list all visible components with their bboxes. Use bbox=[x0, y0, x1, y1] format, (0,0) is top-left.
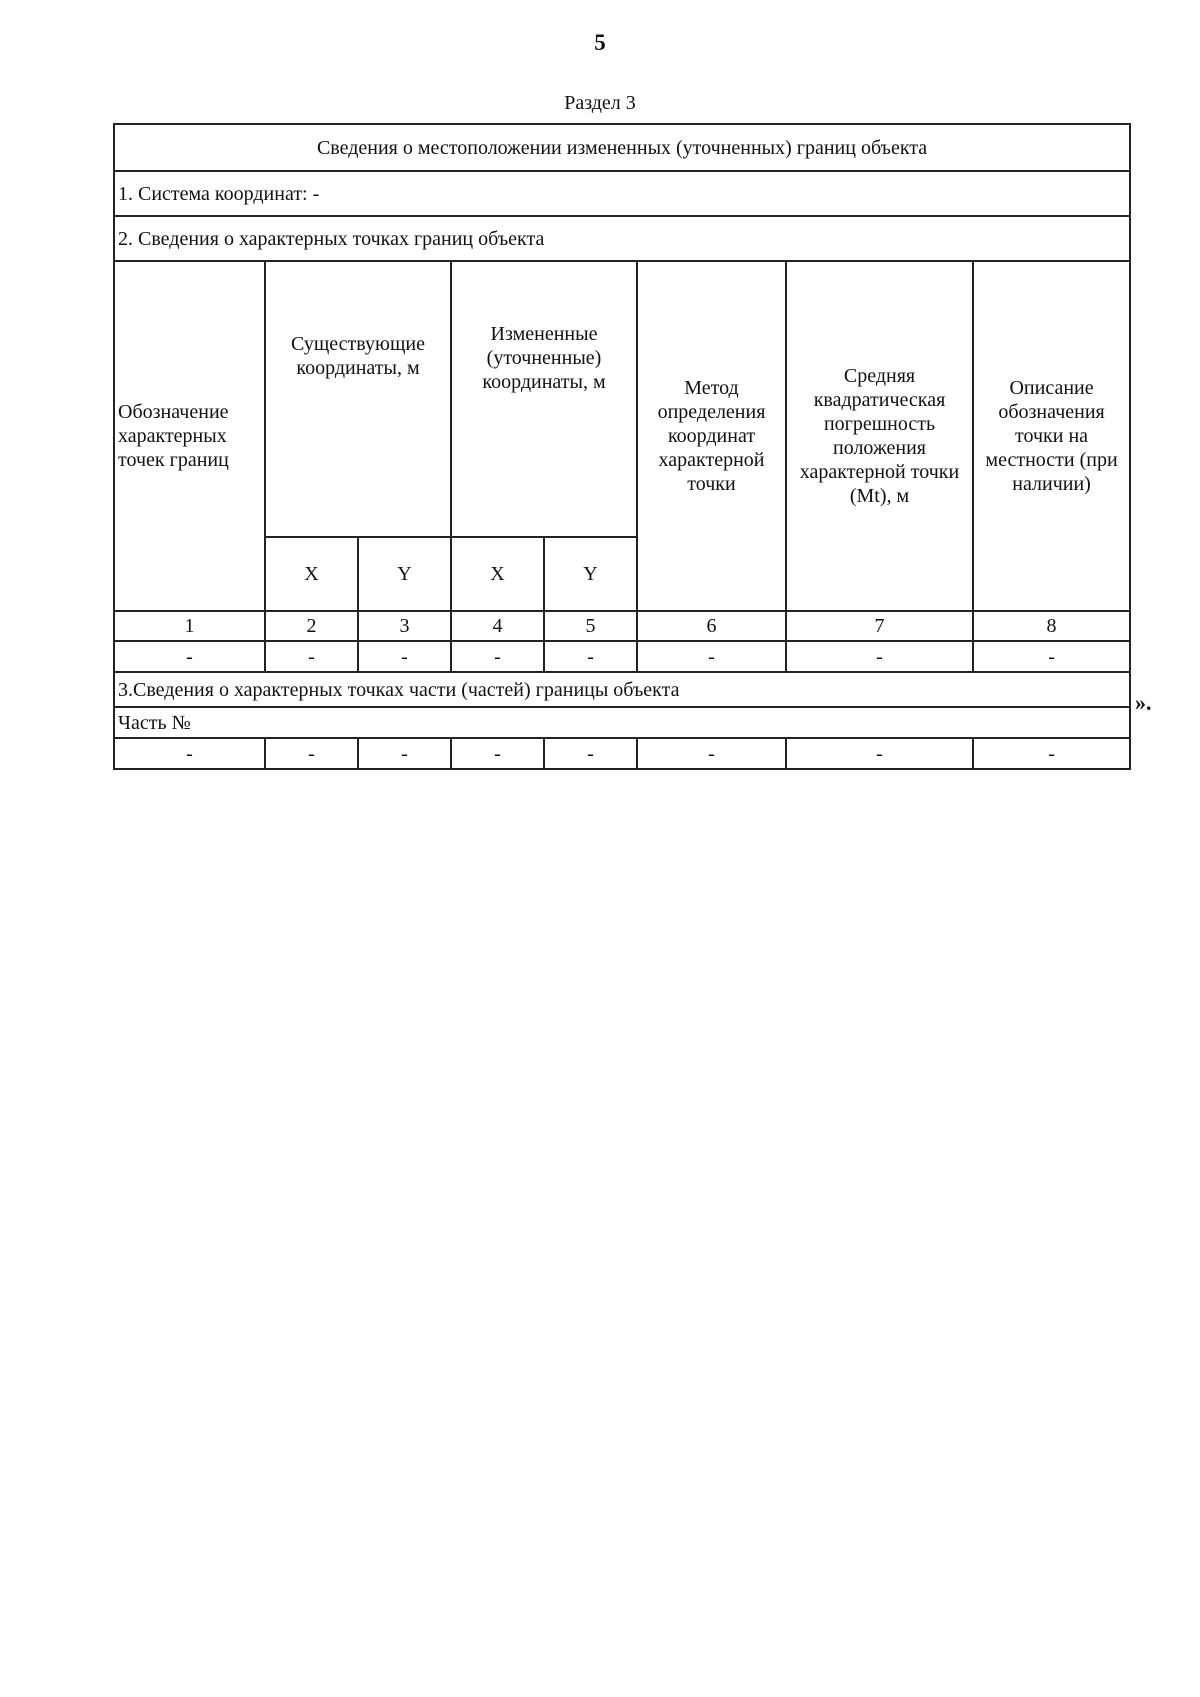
header-method: Метод определения координат характерной точки bbox=[637, 261, 786, 611]
part-label: Часть № bbox=[114, 707, 1130, 738]
table-cell: - bbox=[114, 738, 265, 769]
parts-heading: 3.Сведения о характерных точках части (частей) границы объекта bbox=[114, 672, 1130, 707]
table-cell: - bbox=[637, 641, 786, 672]
column-number: 3 bbox=[358, 611, 451, 641]
column-number: 6 bbox=[637, 611, 786, 641]
header-existing-y: Y bbox=[358, 537, 451, 611]
table-cell: - bbox=[544, 641, 637, 672]
header-designation: Обозначение характерных точек границ bbox=[114, 261, 265, 611]
column-number: 4 bbox=[451, 611, 544, 641]
table-cell: - bbox=[358, 641, 451, 672]
table-row bbox=[114, 641, 1130, 672]
header-changed-x: X bbox=[451, 537, 544, 611]
header-error: Средняя квадратическая погрешность положения характерной точки (Mt), м bbox=[786, 261, 973, 611]
table-cell: - bbox=[544, 738, 637, 769]
table-cell: - bbox=[973, 738, 1130, 769]
header-changed-y: Y bbox=[544, 537, 637, 611]
table-cell: - bbox=[451, 641, 544, 672]
page-number: 5 bbox=[594, 30, 606, 55]
table-cell: - bbox=[786, 641, 973, 672]
header-existing-x: X bbox=[265, 537, 358, 611]
table-cell: - bbox=[786, 738, 973, 769]
table-cell: - bbox=[114, 641, 265, 672]
table-cell: - bbox=[358, 738, 451, 769]
header-changed-coords: Измененные (уточненные) координаты, м bbox=[451, 261, 637, 537]
table-cell: - bbox=[451, 738, 544, 769]
column-number: 1 bbox=[114, 611, 265, 641]
table-cell: - bbox=[265, 641, 358, 672]
table-row bbox=[114, 738, 1130, 769]
column-number: 5 bbox=[544, 611, 637, 641]
header-description: Описание обозначения точки на местности (при наличии) bbox=[973, 261, 1130, 611]
points-heading: 2. Сведения о характерных точках границ объекта bbox=[114, 216, 1130, 261]
column-number-row bbox=[114, 611, 1130, 641]
table-cell: - bbox=[637, 738, 786, 769]
closing-quote: ». bbox=[1135, 690, 1152, 715]
column-number: 8 bbox=[973, 611, 1130, 641]
section-title: Раздел 3 bbox=[564, 92, 636, 114]
table-cell: - bbox=[973, 641, 1130, 672]
column-number: 7 bbox=[786, 611, 973, 641]
boundary-points-table bbox=[113, 123, 1131, 770]
column-number: 2 bbox=[265, 611, 358, 641]
table-title: Сведения о местоположении измененных (уточненных) границ объекта bbox=[114, 124, 1130, 171]
table-cell: - bbox=[265, 738, 358, 769]
header-existing-coords: Существующие координаты, м bbox=[265, 261, 451, 537]
coordinate-system: 1. Система координат: - bbox=[114, 171, 1130, 216]
